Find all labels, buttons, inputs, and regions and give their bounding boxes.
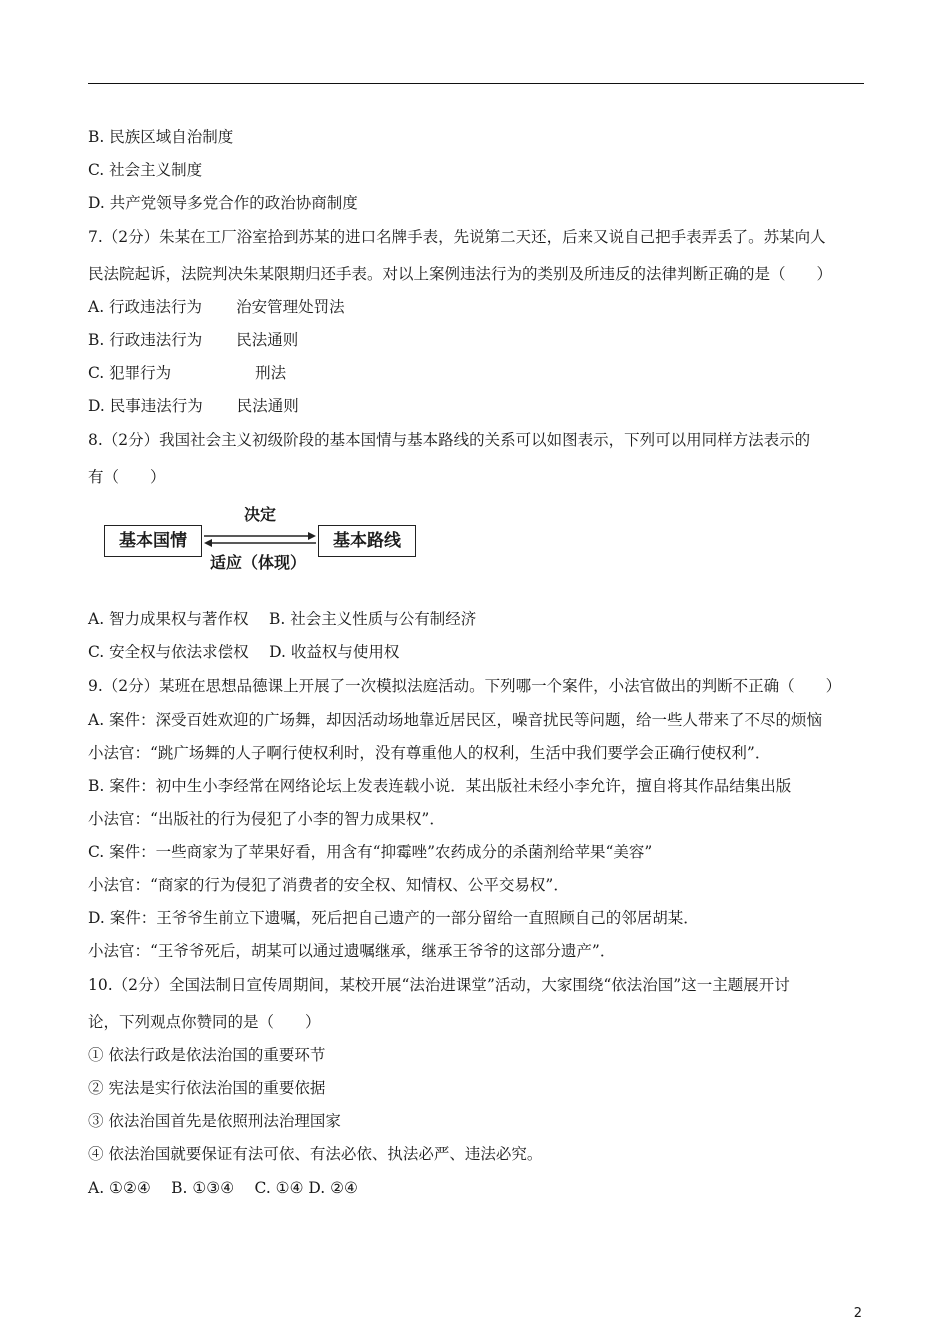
q10-statement-4: ④ 依法治国就要保证有法可依、有法必依、执法必严、违法必究。 <box>88 1145 543 1163</box>
q9-line-b-case: B. 案件：初中生小李经常在网络论坛上发表连载小说．某出版社未经小李允许，擅自将其作品结集出版 <box>88 777 792 795</box>
q7-option-b-right: 民法通则 <box>236 331 299 349</box>
q8-stem-line2: 有（ ） <box>88 468 166 486</box>
diagram-label-adapt: 适应（体现） <box>210 553 307 572</box>
q7-option-a <box>88 297 345 317</box>
q9-line-c-judge: 小法官：“商家的行为侵犯了消费者的安全权、知情权、公平交易权”． <box>88 876 569 894</box>
header-rule <box>88 83 864 84</box>
q10-stem-line1: 10.（2分）全国法制日宣传周期间，某校开展“法治进课堂”活动，大家围绕“依法治国”这一主题展开讨 <box>88 976 790 994</box>
q9-line-c-case: C. 案件：一些商家为了苹果好看，用含有“抑霉唑”农药成分的杀菌剂给苹果“美容” <box>88 843 653 861</box>
diagram-label-determine: 决定 <box>244 505 277 524</box>
q7-option-a-left: A. 行政违法行为 <box>88 298 203 316</box>
diagram-box-basic-conditions: 基本国情 <box>104 525 202 557</box>
q10-statement-3: ③ 依法治国首先是依照刑法治理国家 <box>88 1112 341 1130</box>
q7-option-c <box>88 363 286 383</box>
q10-options: A. ①②④ B. ①③④ C. ①④ D. ②④ <box>88 1179 358 1197</box>
q8-stem-line1: 8.（2分）我国社会主义初级阶段的基本国情与基本路线的关系可以如图表示，下列可以用同样方法表示的 <box>88 431 811 449</box>
q8-diagram <box>104 500 424 580</box>
q7-option-a-right: 治安管理处罚法 <box>236 298 345 316</box>
diagram-box-basic-line: 基本路线 <box>318 525 416 557</box>
q9-line-d-case: D. 案件：王爷爷生前立下遗嘱，死后把自己遗产的一部分留给一直照顾自己的邻居胡某． <box>88 909 699 927</box>
q8-options-line2: C. 安全权与依法求偿权 D. 收益权与使用权 <box>88 643 400 661</box>
q6-option-b: B. 民族区域自治制度 <box>88 128 234 146</box>
q10-statement-1: ① 依法行政是依法治国的重要环节 <box>88 1046 326 1064</box>
q7-option-d-right: 民法通则 <box>236 397 299 415</box>
arrow-left-head <box>204 539 212 547</box>
q7-option-d <box>88 396 299 416</box>
q7-option-b <box>88 330 298 350</box>
q10-stem-line2: 论，下列观点你赞同的是（ ） <box>88 1013 321 1031</box>
q7-option-d-left: D. 民事违法行为 <box>88 397 203 415</box>
q7-stem-line1: 7.（2分）朱某在工厂浴室拾到苏某的进口名牌手表，先说第二天还，后来又说自己把手表弄丢了。苏某向人 <box>88 228 826 246</box>
q9-line-a-case: A. 案件：深受百姓欢迎的广场舞，却因活动场地靠近居民区，噪音扰民等问题，给一些人带来了不尽的烦恼 <box>88 711 823 729</box>
arrow-right-head <box>308 532 316 540</box>
q9-line-d-judge: 小法官：“王爷爷死后，胡某可以通过遗嘱继承，继承王爷爷的这部分遗产”． <box>88 942 616 960</box>
q10-statement-2: ② 宪法是实行依法治国的重要依据 <box>88 1079 326 1097</box>
q7-option-c-right: 刑法 <box>255 364 287 382</box>
q7-stem-line2: 民法院起诉，法院判决朱某限期归还手表。对以上案例违法行为的类别及所违反的法律判断正确的是（ ） <box>88 265 833 283</box>
q8-options-line1: A. 智力成果权与著作权 B. 社会主义性质与公有制经济 <box>88 610 477 628</box>
q7-option-b-left: B. 行政违法行为 <box>88 331 203 349</box>
diagram-arrows <box>202 530 318 550</box>
q9-stem: 9.（2分）某班在思想品德课上开展了一次模拟法庭活动。下列哪一个案件，小法官做出的判断不正确（ ） <box>88 677 842 695</box>
q7-option-c-left: C. 犯罪行为 <box>88 364 172 382</box>
q9-line-b-judge: 小法官：“出版社的行为侵犯了小李的智力成果权”． <box>88 810 445 828</box>
page-number: 2 <box>853 1306 862 1321</box>
q6-option-c: C. 社会主义制度 <box>88 161 203 179</box>
q6-option-d: D. 共产党领导多党合作的政治协商制度 <box>88 194 358 212</box>
q9-line-a-judge: 小法官：“跳广场舞的人子啊行使权利时，没有尊重他人的权利，生活中我们要学会正确行使权利”． <box>88 744 771 762</box>
